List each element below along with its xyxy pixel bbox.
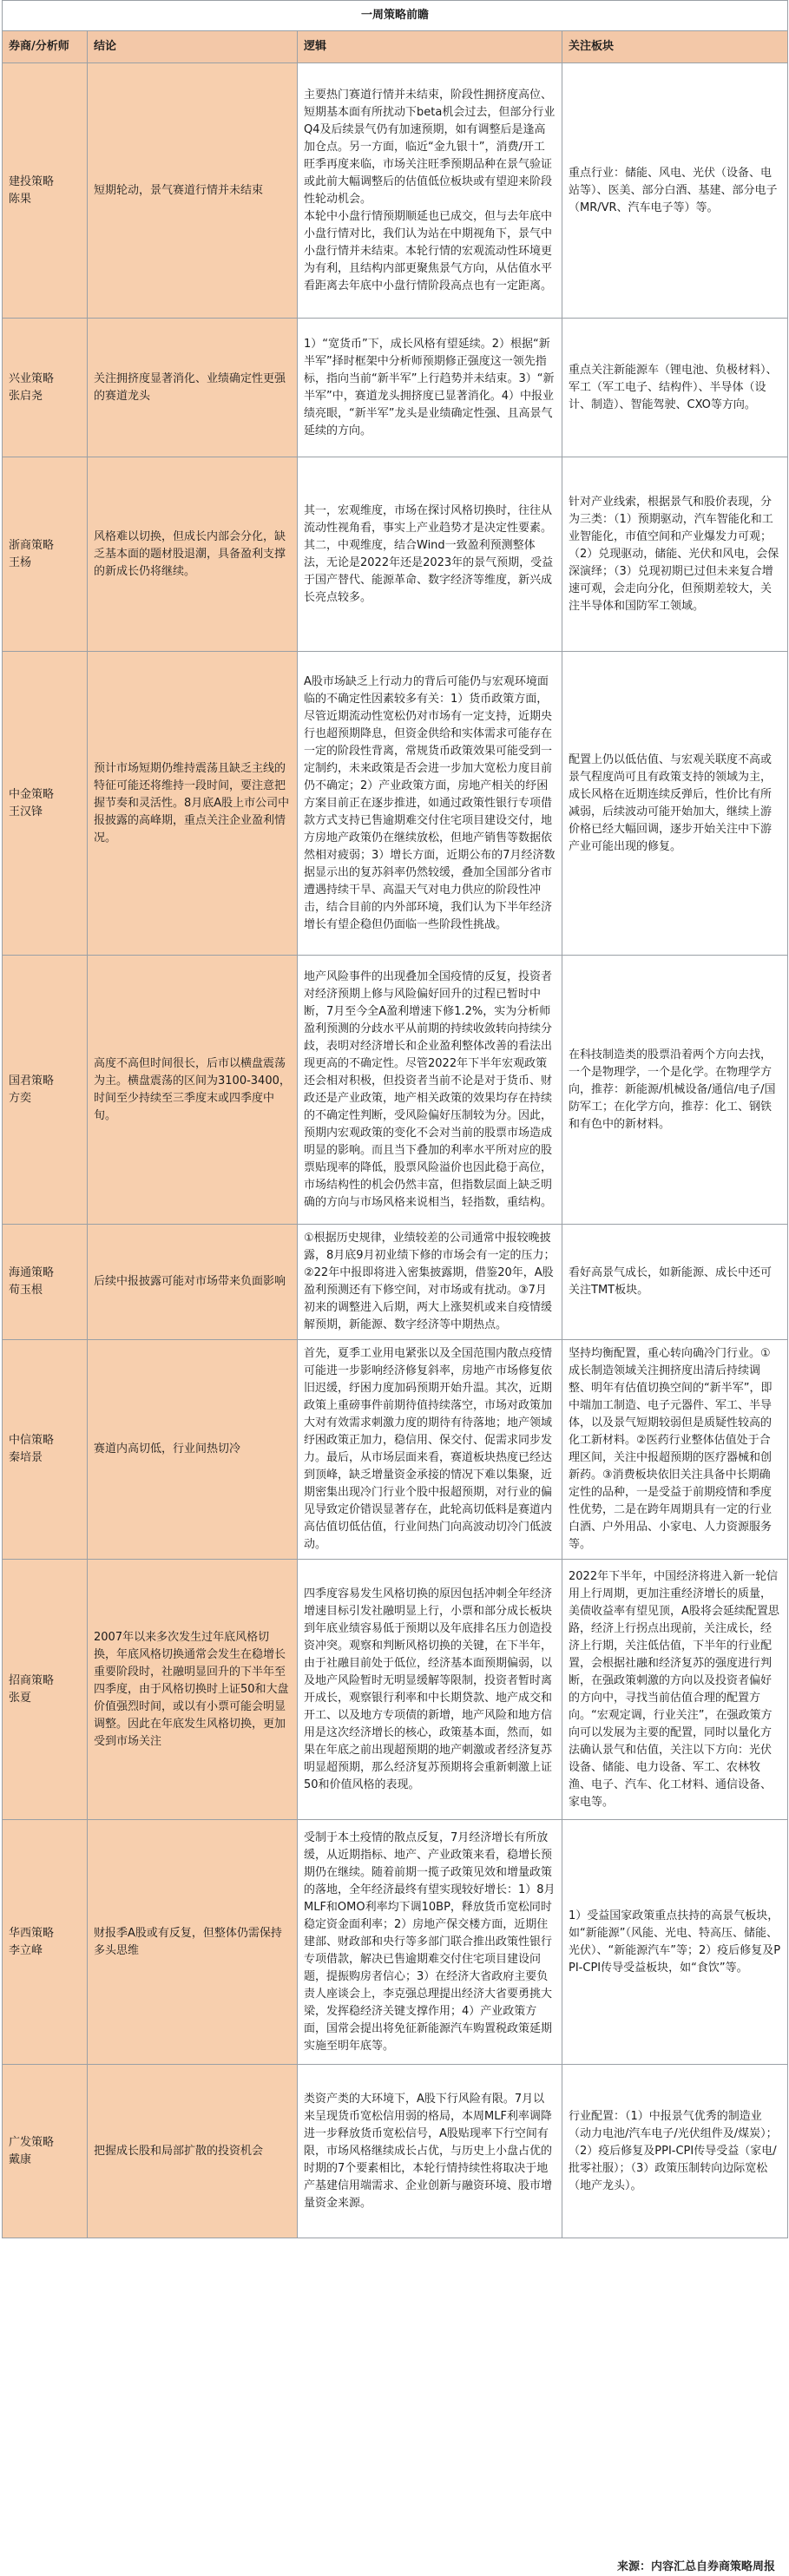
logic-text: 1）“宽货币”下，成长风格有望延续。2）根据“新半军”择时框架中分析师预期修正强度这一领先指标，指向当前“新半军”上行趋势并未结束。3）“新半军”中，赛道龙头拥挤度已显著消化。4）中报业绩亮眼，“新半军”龙头是业绩确定性强、且高景气延续的方向。 <box>304 337 555 437</box>
logic-cell <box>298 1225 562 1340</box>
table-row <box>3 2065 788 2238</box>
firm-cell <box>3 1225 88 1340</box>
header-conclusion: 结论 <box>88 31 298 63</box>
logic-cell <box>298 319 562 457</box>
sectors-cell: 行业配置：（1）中报景气优秀的制造业（动力电池/汽车电子/光伏组件及/煤炭）；（2）疫后修复及PPI-CPI传导受益（家电/批零社服）；（3）政策压制转向边际宽松（地产龙头）。 <box>562 2065 788 2238</box>
firm-name: 广发策略 <box>9 2135 55 2149</box>
analyst-name: 陈果 <box>9 192 32 206</box>
conclusion-cell: 短期轮动，景气赛道行情并未结束 <box>88 63 298 319</box>
firm-name: 中金策略 <box>9 787 55 801</box>
conclusion-cell: 关注拥挤度显著消化、业绩确定性更强的赛道龙头 <box>88 319 298 457</box>
firm-cell <box>3 1340 88 1560</box>
sectors-cell: 坚持均衡配置，重心转向确冷门行业。①成长制造领域关注拥挤度出清后持续调整、明年有估值切换空间的“新半军”，即中端加工制造、电子元器件、军工、半导体，以及景气短期较弱但是质疑性较高的化工新材料。②医药行业整体估值处于合理区间，关注中报超预期的医疗器械和创新药。③消费板块依旧关注具备中长期确定性的品种，一是受益于前期疫情和季度性优势，二是在跨年周期具有一定的行业白酒、户外用品、小家电、人力资源服务等。 <box>562 1340 788 1560</box>
sectors-cell: 重点关注新能源车（锂电池、负极材料）、军工（军工电子、结构件）、半导体（设计、制造）、智能驾驶、CXO等方向。 <box>562 319 788 457</box>
firm-name: 兴业策略 <box>9 371 55 385</box>
sectors-cell: 在科技制造类的股票沿着两个方向去找，一个是物理学，一个是化学。在物理学方向，推荐：新能源/机械设备/通信/电子/国防军工；在化学方向，推荐：化工、钢铁和有色中的新材料。 <box>562 956 788 1225</box>
analyst-name: 方奕 <box>9 1091 32 1105</box>
conclusion-cell: 后续中报披露可能对市场带来负面影响 <box>88 1225 298 1340</box>
firm-name: 国君策略 <box>9 1074 55 1088</box>
firm-name: 海通策略 <box>9 1266 55 1279</box>
table-row <box>3 1820 788 2065</box>
logic-text: 首先，夏季工业用电紧张以及全国范围内散点疫情可能进一步影响经济修复斜率，房地产市场修复依旧迟缓，纾困力度加码预期开始升温。其次，近期政策上重磅事件前期待值持续落空，市场对政策加大对有效需求刺激力度的期待有待落地；地产领域纾困政策正加力，稳信用、保交付、促需求同步发力。最后，从市场层面来看，赛道板块热度已经达到顶峰，缺乏增量资金承接的情况下难以集聚，近期密集出现冷门行业个股中报超预期，对行业的偏见导致定价错误显著存在，此轮高切低料是赛道内高估值切低估值，行业间热门向高波动切冷门低波动。 <box>304 1347 553 1551</box>
analyst-name: 戴康 <box>9 2152 32 2166</box>
logic-cell <box>298 2065 562 2238</box>
table-row <box>3 457 788 652</box>
logic-cell <box>298 1820 562 2065</box>
conclusion-cell: 风格难以切换，但成长内部会分化，缺乏基本面的题材股退潮，具备盈利支撑的新成长仍将继续。 <box>88 457 298 652</box>
firm-name: 中信策略 <box>9 1434 55 1447</box>
logic-cell <box>298 457 562 652</box>
firm-name: 浙商策略 <box>9 538 55 552</box>
logic-text: 地产风险事件的出现叠加全国疫情的反复，投资者对经济预期上修与风险偏好回升的过程已暂时中断，7月至今全A盈利增速下修1.2%，实为分析师盈利预测的分歧水平从前期的持续收敛转向持续分歧，表明对经济增长和企业盈利整体改善的看法出现更高的不确定性。尽管2022年下半年宏观政策还会相对积极，但投资者当前不论是对于货币、财政还是产业政策，地产相关政策的效果均存在持续的不确定性判断，受风险偏好压制较为分。因此，预期内宏观政策的变化不会对当前的股票市场造成明显的影响。而且当下叠加的利率水平所对应的股票贴现率的降低，股票风险溢价也因此稳于高位，市场结构性的机会仍然丰富，但指数层面上缺乏明确的方向与市场风格来说相当，轻指数，重结构。 <box>304 969 553 1209</box>
sectors-cell: 重点行业：储能、风电、光伏（设备、电站等）、医美、部分白酒、基建、部分电子（MR/VR、汽车电子等）等。 <box>562 63 788 319</box>
analyst-name: 王汉锋 <box>9 805 43 818</box>
conclusion-cell: 赛道内高切低，行业间热切冷 <box>88 1340 298 1560</box>
firm-cell <box>3 457 88 652</box>
logic-cell <box>298 63 562 319</box>
sectors-cell: 1）受益国家政策重点扶持的高景气板块，如“新能源”（风能、光电、特高压、储能、光伏）、“新能源汽车”等；2）疫后修复及PPI-CPI传导受益板块，如“食饮”等。 <box>562 1820 788 2065</box>
table-row <box>3 1225 788 1340</box>
logic-cell <box>298 1340 562 1560</box>
logic-cell <box>298 956 562 1225</box>
table-header-row <box>3 31 788 63</box>
table-row <box>3 1340 788 1560</box>
logic-text: 类资产类的大环境下，A股下行风险有限。7月以来呈现货币宽松信用弱的格局，本周MLF利率调降进一步释放货币宽松信号，A股贴现率下行空间有限，市场风格继续成长占优，与历史上小盘占优的时期的7个要素相比，本轮行情持续性将取决于地产基建信用端需求、企业创新与融资环境、股市增量资金来源。 <box>304 2092 553 2210</box>
table-row <box>3 319 788 457</box>
logic-text: 其一，宏观维度，市场在探讨风格切换时，往往从流动性视角看，事实上产业趋势才是决定性要素。 其二，中观维度，结合Wind一致盈利预测整体法，无论是2022年还是2023年的景气预期，受益于国产替代、能源革命、数字经济等维度，新兴成长亮点较多。 <box>304 503 554 604</box>
logic-text: 四季度容易发生风格切换的原因包括冲刺全年经济增速目标引发社融明显上行，小票和部分成长板块到年底业绩容易低于预期以及年底排名压力创造投资冲突。观察和判断风格切换的关键，在下半年，由于社融目前处于低位，经济基本面预期偏弱，以及地产风险暂时无明显缓解等限制，投资者暂时离开成长，观察银行利率和中长期贷款、地产成交和开工、以及地方专项债的新增，地产风险和地方信用是这次经济增长的核心，政策基本面，然而，如果在年底之前出现超预期的地产刺激或者经济复苏明显超预期，那么经济复苏预期将会重新刺激上证50和价值风格的表现。 <box>304 1587 553 1791</box>
firm-name: 建投策略 <box>9 174 55 188</box>
logic-text: A股市场缺乏上行动力的背后可能仍与宏观环境面临的不确定性因素较多有关：1）货币政策方面，尽管近期流动性宽松仍对市场有一定支持，近期央行也超预期降息，但资金供给和实体需求可能存在一定的阶段性背离，常规货币政策效果可能受到一定制约，未来政策是否会进一步加大宽松力度目前仍不确定；2）产业政策方面，房地产相关的纾困方案目前正在逐步推进，如通过政策性银行专项借款方式支持已售逾期难交付住宅项目建设交付，地方房地产政策仍在继续放松，但地产销售等数据依然相对疲弱；3）增长方面，近期公布的7月经济数据显示出的复苏斜率仍然较缓，叠加全国部分省市遭遇持续干旱、高温天气对电力供应的阶段性冲击，结合目前的内外部环境，我们认为下半年经济增长有望企稳但仍面临一些阶段性挑战。 <box>304 674 556 931</box>
analyst-name: 李立峰 <box>9 1943 43 1957</box>
conclusion-cell: 把握成长股和局部扩散的投资机会 <box>88 2065 298 2238</box>
firm-cell <box>3 956 88 1225</box>
table-title-row <box>3 1 788 31</box>
header-logic: 逻辑 <box>298 31 562 63</box>
table-row <box>3 652 788 956</box>
logic-text: 主要热门赛道行情并未结束，阶段性拥挤度高位、短期基本面有所扰动下beta机会过去，但部分行业Q4及后续景气仍有加速预期，如有调整后是逢高加仓点。另一方面，临近“金九银十”，消费/开工旺季再度来临，市场关注旺季预期品种在景气验证或此前大幅调整后的估值低位板块或有望迎来阶段性轮动机会。 本轮中小盘行情预期顺延也已成交，但与去年底中小盘行情对比，我们认为站在中期视角下，景气中小盘行情并未结束。本轮行情的宏观流动性环境更为有利，且结构内部更聚焦景气方向，从估值水平看距离去年底中小盘行情阶段高点也有一定距离。 <box>304 88 556 292</box>
conclusion-cell: 高度不高但时间很长，后市以横盘震荡为主。横盘震荡的区间为3100-3400，时间至少持续至三季度末或四季度中旬。 <box>88 956 298 1225</box>
logic-cell <box>298 652 562 956</box>
table-row <box>3 63 788 319</box>
header-firm: 券商/分析师 <box>3 31 88 63</box>
firm-cell <box>3 1560 88 1820</box>
firm-cell <box>3 1820 88 2065</box>
conclusion-cell: 财报季A股或有反复，但整体仍需保持多头思维 <box>88 1820 298 2065</box>
analyst-name: 荀玉根 <box>9 1284 43 1297</box>
logic-text: 受制于本土疫情的散点反复，7月经济增长有所放缓，从近期指标、地产、产业政策来看，稳增长预期仍在继续。随着前期一揽子政策见效和增量政策的落地，全年经济最终有望实现较好增长：1）8月MLF和OMO利率均下调10BP，释放货币宽松同时稳定资金面利率；2）房地产保交楼方面，近期住建部、财政部和央行等多部门联合推出政策性银行专项借款，解决已售逾期难交付住宅项目建设问题，提振购房者信心；3）在经济大省政府主要负责人座谈会上，李克强总理提出经济大省要勇挑大梁，发挥稳经济关键支撑作用；4）产业政策方面，国常会提出将免征新能源汽车购置税政策延期实施至明年底等。 <box>304 1830 556 2053</box>
table-title: 一周策略前瞻 <box>3 1 788 31</box>
sectors-cell: 2022年下半年，中国经济将进入新一轮信用上行周期，更加注重经济增长的质量，美债收益率有望见顶，A股将会延续配置思路，经济上行拐点出现前，关注成长，经济上行期，关注低估值，下半年的行业配置，会根据社融和经济复苏的强度进行判断，在强政策刺激的方向以及投资者偏好的方向中，寻找当前估值合理的配置方向。“宏观定调，行业关注”，在强政策方向可以发展为主要的配置，同时以量化方法确认景气和估值，关注以下方向：光伏设备、储能、电力设备、军工、农林牧渔、电子、汽车、化工材料、通信设备、家电等。 <box>562 1560 788 1820</box>
source-note: 来源：内容汇总自券商策略周报 <box>616 2560 775 2573</box>
firm-cell <box>3 652 88 956</box>
analyst-name: 秦培景 <box>9 1451 43 1464</box>
sectors-cell: 看好高景气成长，如新能源、成长中还可关注TMT板块。 <box>562 1225 788 1340</box>
firm-name: 华西策略 <box>9 1926 55 1940</box>
sectors-cell: 配置上仍以低估值、与宏观关联度不高或景气程度尚可且有政策支持的领域为主，成长风格在近期连续反弹后，性价比有所减弱，后续波动可能开始加大，继续上游价格已经大幅回调，逐步开始关注中下游产业可能出现的修复。 <box>562 652 788 956</box>
analyst-name: 张夏 <box>9 1691 32 1705</box>
conclusion-cell: 2007年以来多次发生过年底风格切换，年底风格切换通常会发生在稳增长重要阶段时，社融明显回升的下半年至四季度，由于风格切换时上证50和大盘价值强烈时间，或以有小票可能会明显调整。因此在年底发生风格切换，更加受到市场关注 <box>88 1560 298 1820</box>
analyst-name: 王杨 <box>9 555 32 569</box>
table-row <box>3 956 788 1225</box>
logic-cell <box>298 1560 562 1820</box>
firm-cell <box>3 2065 88 2238</box>
table-row <box>3 1560 788 1820</box>
strategy-table <box>2 0 788 2238</box>
firm-cell <box>3 319 88 457</box>
logic-text: ①根据历史规律，业绩较差的公司通常中报较晚披露，8月底9月初业绩下修的市场会有一定的压力；②22年中报即将进入密集披露期，借鉴20年，A股盈利预测还有下修空间，对市场或有扰动。③7月初来的调整进入后期，两大上涨契机或来自疫情缓解预期，新能源、数字经济等中期热点。 <box>304 1232 556 1331</box>
firm-cell <box>3 63 88 319</box>
header-sectors: 关注板块 <box>562 31 788 63</box>
analyst-name: 张启尧 <box>9 389 43 403</box>
sectors-cell: 针对产业线索，根据景气和股价表现，分为三类：（1）预期驱动，汽车智能化和工业智能化，市值空间和产业爆发力可观；（2）兑现驱动，储能、光伏和风电，会保深演绎；（3）兑现初期已过但未来复合增速可观，会走向分化，但预期差较大，关注半导体和国防军工领域。 <box>562 457 788 652</box>
conclusion-cell: 预计市场短期仍维持震荡且缺乏主线的特征可能还将维持一段时间，要注意把握节奏和灵活性。8月底A股上市公司中报披露的高峰期，重点关注企业盈利情况。 <box>88 652 298 956</box>
firm-name: 招商策略 <box>9 1673 55 1687</box>
